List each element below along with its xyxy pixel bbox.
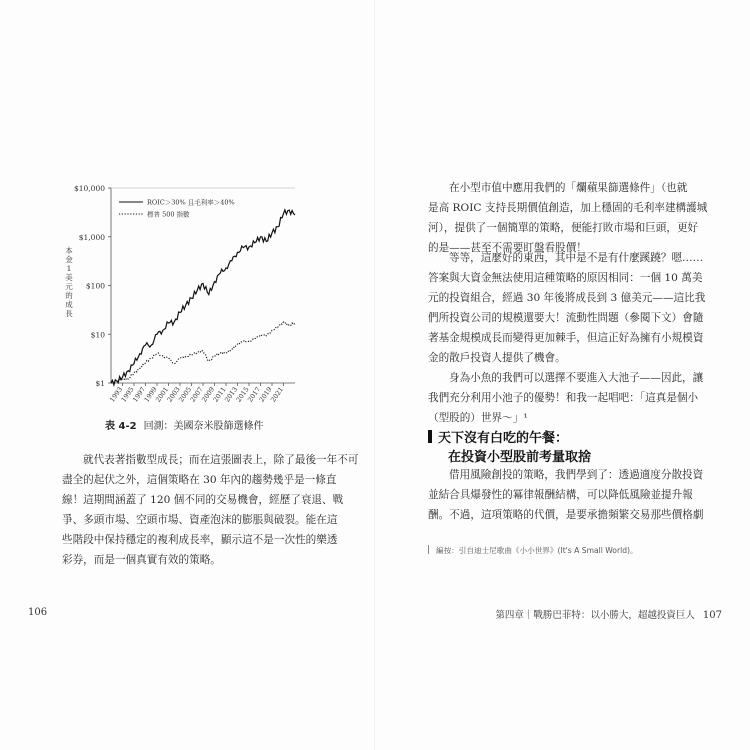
x-tick-label: 2003 [165, 385, 182, 404]
x-tick-label: 2005 [177, 385, 194, 404]
y-tick-label: $1,000 [78, 232, 105, 242]
left-body-paragraph [62, 450, 359, 570]
legend-label: 標普 500 指數 [147, 210, 190, 219]
text-line: 等等，這麼好的東西，其中是不是有什麼蹊蹺？嗯…… [449, 252, 704, 264]
heading-bar [428, 430, 432, 443]
x-tick-label: 2007 [188, 385, 205, 404]
right-paragraph-2 [428, 248, 706, 368]
x-tick-label: 2013 [223, 385, 240, 404]
text-line: 我們充分利用小池子的優勢！和我一起唱吧：「這真是個小 [428, 392, 699, 404]
y-axis-label-char: 的 [65, 291, 73, 300]
text-line: 們所投資公司的規模還要大！流動性問題（參閱下文）會隨 [428, 312, 704, 324]
text-line: 盡全的起伏之外，這個策略在 30 年內的趨勢幾乎是一條直 [62, 474, 337, 486]
y-tick-label: $100 [85, 281, 105, 291]
y-axis-label-char: 金 [65, 255, 73, 264]
x-tick-label: 1993 [108, 385, 125, 404]
footnote-text: 編按：引自迪士尼歌曲《小小世界》(It's A Small World)。 [436, 546, 638, 555]
footnote [428, 545, 698, 556]
text-line: 酬。不過，這項策略的代價，是要承擔頻繁交易那些價格劇 [428, 509, 704, 521]
x-tick-label: 2009 [200, 385, 217, 404]
text-line: 並結合具爆發性的冪律報酬結構，可以降低風險並提升報 [428, 489, 693, 501]
x-tick-label: 2001 [154, 385, 171, 404]
y-tick-label: $10,000 [73, 184, 105, 193]
text-line: 的是——甚至不需要盯盤看股價！ [428, 242, 587, 254]
y-axis-label-char: 本 [65, 246, 73, 255]
page-number-right: 107 [702, 610, 722, 621]
text-line: 就代表著指數型成長；而在這張圖表上，除了最後一年不可 [83, 454, 359, 466]
text-line: 借用風險創投的策略，我們學到了：透過適度分散投資 [449, 469, 704, 481]
right-paragraph-4 [428, 465, 703, 525]
text-line: 是高 ROIC 支持長期價值創造，加上穩固的毛利率建構護城 [428, 202, 708, 214]
text-line: 河），提供了一個簡單的策略，便能打敗市場和巨頭，更好 [428, 222, 699, 234]
y-tick-label: $10 [90, 330, 105, 340]
y-tick-label: $1 [95, 379, 105, 388]
x-tick-label: 1999 [142, 385, 159, 404]
text-line: 在小型市值中應用我們的「爛蘋果篩選條件」（也就 [449, 182, 688, 194]
y-axis-label [65, 245, 73, 318]
page-number-left: 106 [28, 607, 48, 618]
running-head: 第四章｜戰勝巴菲特：以小勝大，超越投資巨人 [495, 610, 695, 621]
text-line: 著基金規模成長而變得更加棘手，但這正好為擁有小規模資 [428, 332, 704, 344]
x-tick-label: 1997 [131, 385, 148, 404]
x-tick-label: 1995 [119, 385, 136, 404]
section-title-line-1: 天下沒有白吃的午餐： [438, 431, 569, 446]
text-line: 元的投資組合，經過 30 年後將成長到 3 億美元——這比我 [428, 292, 706, 304]
section-title-line-2: 在投資小型股前考量取捨 [448, 450, 592, 465]
running-footer [495, 607, 722, 621]
text-line: 爭、多頭市場、空頭市場、資產泡沫的膨脹與破裂。能在這 [62, 514, 338, 526]
legend-label: ROIC＞30% 且毛利率＞40% [147, 198, 235, 207]
text-line: 金的散戶投資人提供了機會。 [428, 352, 566, 364]
backtest-chart [55, 178, 305, 413]
y-axis-label-char: 長 [65, 309, 73, 318]
right-paragraph-3 [428, 368, 703, 428]
x-tick-label: 2011 [211, 385, 228, 404]
x-tick-label: 2019 [257, 385, 274, 404]
y-axis-label-char: 1 [66, 264, 72, 273]
x-tick-label: 2017 [246, 385, 263, 404]
figure-title: 回測：美國奈米股篩選條件 [143, 421, 264, 432]
y-axis-label-char: 美 [65, 273, 73, 282]
y-axis-label-char: 元 [65, 282, 73, 291]
text-line: （型股的）世界～」¹ [428, 412, 528, 424]
text-line: 答案與大資金無法使用這種策略的原因相同：一個 10 萬美 [428, 272, 703, 284]
figure-caption [105, 417, 345, 432]
text-line: 彩券，而是一個真實有效的策略。 [62, 554, 221, 566]
footnote-rule [428, 545, 429, 554]
roic-series-line [111, 210, 295, 385]
y-axis-label-char: 成 [65, 300, 73, 309]
sp500-series-line [111, 322, 295, 383]
text-line: 些階段中保持穩定的複利成長率，顯示這不是一次性的樂透 [62, 534, 338, 546]
x-tick-label: 2015 [234, 385, 251, 404]
x-tick-label: 2021 [269, 385, 286, 404]
text-line: 線！這期間涵蓋了 120 個不同的交易機會，經歷了衰退、戰 [62, 494, 344, 506]
text-line: 身為小魚的我們可以選擇不要進入大池子——因此，讓 [449, 372, 704, 384]
figure-number: 表 4-2 [105, 421, 137, 432]
